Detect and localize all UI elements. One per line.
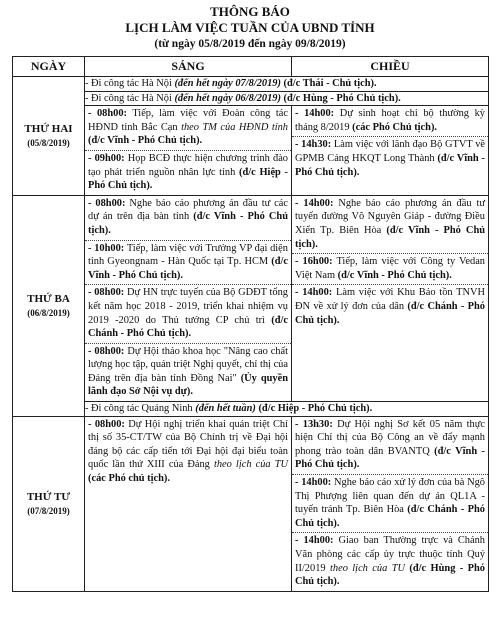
header-row xyxy=(13,57,489,77)
schedule-item: - 10h00: Tiếp, làm việc với Trưởng VP đại diện tỉnh Gyeongnam - Hàn Quốc tại Tp. HCM (đ/c Vĩnh - Phó Chủ tịch). xyxy=(85,240,291,285)
day-cell-tuesday xyxy=(13,195,85,416)
schedule-item: - 08h00: Dự Hội thảo khoa học "Nâng cao chất lượng học tập, quán triệt Nghị quyết, chỉ thị của Đảng trên địa bàn tỉnh Đồng Nai" (Ủy quyền lãnh đạo Sở Nội vụ dự). xyxy=(85,343,291,401)
morning-cell xyxy=(85,106,292,196)
day-cell-wednesday xyxy=(13,416,85,591)
tuesday-row xyxy=(13,402,489,417)
day-label: THỨ HAI xyxy=(24,123,73,136)
col-header-afternoon: CHIỀU xyxy=(292,57,489,77)
morning-cell xyxy=(85,195,292,401)
schedule-item: - 08h00: Tiếp, làm việc với Đoàn công tác HĐND tỉnh Bắc Cạn theo TM của HĐND tỉnh (đ/c Vĩnh - Phó Chủ tịch). xyxy=(88,108,289,147)
day-date: (07/8/2019) xyxy=(27,506,70,517)
full-day-entry: - Đi công tác Quảng Ninh (đến hết tuần) (đ/c Hiệp - Phó Chủ tịch). xyxy=(85,402,489,417)
schedule-item: - 14h00: Nghe báo cáo xử lý đơn của bà Ngô Thị Phượng liên quan đến dự án QL1A - tuyến tránh Tp. Biên Hòa (đ/c Chánh - Phó Chủ tịch). xyxy=(292,474,488,532)
schedule-item: - 14h00: Làm việc với Khu Bảo tồn TNVH ĐN về xử lý đơn của dân (đ/c Chánh - Phó Chủ tịch). xyxy=(292,284,488,329)
schedule-item: - 08h00: Dự HN trực tuyến của Bộ GDĐT tổng kết năm học 2018 - 2019, triển khai nhiệm vụ 2019 -2020 do Thủ tướng CP chủ trì (đ/c Chánh - Phó Chủ tịch). xyxy=(85,284,291,342)
afternoon-cell xyxy=(292,416,489,591)
afternoon-cell xyxy=(292,106,489,196)
tuesday-row xyxy=(13,195,489,401)
monday-row xyxy=(13,77,489,92)
schedule-item: - 14h30: Làm việc với lãnh đạo Bộ GTVT về GPMB Cảng HKQT Long Thành (đ/c Vĩnh - Phó Chủ tịch). xyxy=(292,136,488,181)
col-header-morning: SÁNG xyxy=(85,57,292,77)
schedule-item: - 14h00: Nghe báo cáo phương án đầu tư tuyến đường Võ Nguyên Giáp - đường Điều Xiển Tp. Biên Hòa (đ/c Vĩnh - Phó Chủ tịch). xyxy=(295,197,485,250)
notice-subtitle: LỊCH LÀM VIỆC TUẦN CỦA UBND TỈNH xyxy=(125,20,375,36)
monday-row xyxy=(13,106,489,196)
day-cell-monday xyxy=(13,77,85,196)
schedule-item: - 14h00: Dự sinh hoạt chi bộ thường kỳ tháng 8/2019 (các Phó Chủ tịch). xyxy=(295,108,486,133)
schedule-item: - 13h30: Dự Hội nghị Sơ kết 05 năm thực hiện Chỉ thị của Bộ Công an về đẩy mạnh phong trào toàn dân BVANTQ (đ/c Vĩnh - Phó Chủ tịch). xyxy=(295,418,486,471)
full-day-entry: - Đi công tác Hà Nội (đến hết ngày 07/8/2019) (đ/c Thái - Chủ tịch). xyxy=(85,77,489,92)
notice-title: THÔNG BÁO xyxy=(210,4,290,19)
day-date: (06/8/2019) xyxy=(27,308,70,319)
schedule-item: - 16h00: Tiếp, làm việc với Công ty Vedan Việt Nam (đ/c Vĩnh - Phó Chủ tịch). xyxy=(292,253,488,284)
day-label: THỨ BA xyxy=(27,293,70,306)
day-label: THỨ TƯ xyxy=(26,491,71,504)
date-range: (từ ngày 05/8/2019 đến ngày 09/8/2019) xyxy=(154,37,346,50)
morning-cell xyxy=(85,416,292,591)
monday-row xyxy=(13,91,489,106)
col-header-day: NGÀY xyxy=(13,57,85,77)
schedule-item: - 08h00: Dự Hội nghị triển khai quán triệt Chỉ thị số 35-CT/TW của Bộ Chính trị về Đại hội đảng bộ các cấp tiến tới Đại hội đại biểu toàn quốc lần thứ XIII của Đảng theo lịch của TU (các Phó chủ tịch). xyxy=(88,418,289,485)
schedule-item: - 14h00: Giao ban Thường trực và Chánh Văn phòng các cấp ủy trực thuộc tỉnh Quý II/2019 theo lịch của TU (đ/c Hùng - Phó Chủ tịch). xyxy=(292,532,488,590)
schedule-item: - 08h00: Nghe báo cáo phương án đầu tư các dự án trên địa bàn tỉnh (đ/c Vĩnh - Phó Chủ tịch). xyxy=(88,197,289,236)
schedule-table xyxy=(12,56,489,592)
schedule-item: - 09h00: Họp BCĐ thực hiện chương trình đào tạo phát triển nguồn nhân lực tỉnh (đ/c Hiệp - Phó Chủ tịch). xyxy=(85,150,291,195)
wednesday-row xyxy=(13,416,489,591)
full-day-entry: - Đi công tác Hà Nội (đến hết ngày 06/8/2019) (đ/c Hùng - Phó Chủ tịch). xyxy=(85,91,489,106)
afternoon-cell xyxy=(292,195,489,401)
day-date: (05/8/2019) xyxy=(27,138,70,149)
